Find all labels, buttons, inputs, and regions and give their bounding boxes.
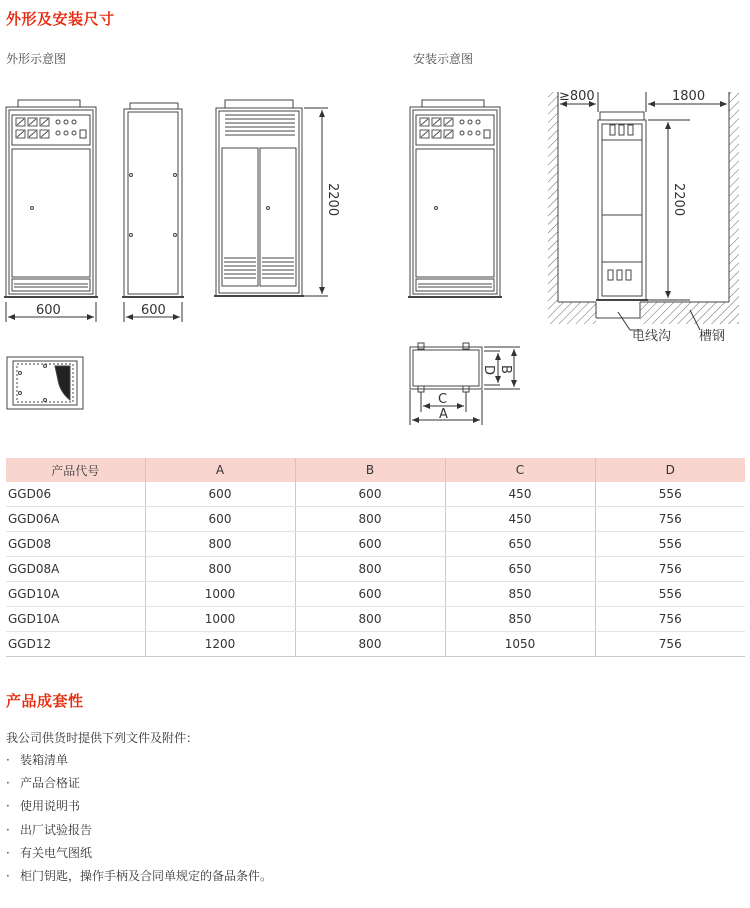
table-row <box>6 507 745 532</box>
col-header-c: C <box>445 458 595 482</box>
cell-a: 800 <box>145 532 295 557</box>
label-cable-trench: 电线沟 <box>632 329 672 344</box>
table-row <box>6 632 745 657</box>
dim-height-install: 2200 <box>671 183 686 217</box>
cell-model: GGD10A <box>6 582 145 607</box>
list-item-text: 产品合格证 <box>20 776 81 791</box>
cell-d: 756 <box>595 557 745 582</box>
cell-a: 800 <box>145 557 295 582</box>
list-item <box>6 822 272 845</box>
bullet-dot: · <box>6 776 10 791</box>
label-channel-steel: 槽钢 <box>699 329 726 344</box>
table-row <box>6 532 745 557</box>
cell-d: 556 <box>595 482 745 507</box>
base-plate-top-view <box>7 357 83 409</box>
list-item-text: 使用说明书 <box>20 799 81 814</box>
cell-model: GGD12 <box>6 632 145 657</box>
list-item <box>6 845 272 868</box>
cell-a: 1000 <box>145 582 295 607</box>
cell-a: 600 <box>145 482 295 507</box>
cell-c: 650 <box>445 557 595 582</box>
cell-d: 556 <box>595 532 745 557</box>
label-dim-A: A <box>439 407 448 422</box>
cell-c: 450 <box>445 482 595 507</box>
table-row <box>6 482 745 507</box>
table-row <box>6 557 745 582</box>
label-dim-D: D <box>481 365 496 376</box>
cell-model: GGD10A <box>6 607 145 632</box>
cell-model: GGD08 <box>6 532 145 557</box>
bullet-dot: · <box>6 753 10 767</box>
cell-b: 600 <box>295 532 445 557</box>
table-header-row <box>6 458 745 482</box>
col-header-model: 产品代号 <box>6 458 145 482</box>
cell-c: 1050 <box>445 632 595 657</box>
cell-b: 600 <box>295 482 445 507</box>
cabinet-rear-view <box>214 100 304 296</box>
cell-b: 600 <box>295 582 445 607</box>
section-title-dimensions: 外形及安装尺寸 <box>6 10 115 28</box>
cell-b: 800 <box>295 632 445 657</box>
dim-height-outline: 2200 <box>325 183 340 217</box>
dim-room-depth: 1800 <box>672 89 706 104</box>
table-row <box>6 582 745 607</box>
cell-b: 800 <box>295 607 445 632</box>
bullet-dot: · <box>6 845 10 860</box>
cell-a: 600 <box>145 507 295 532</box>
list-item <box>6 775 272 798</box>
col-header-b: B <box>295 458 445 482</box>
label-dim-C: C <box>438 392 448 407</box>
cell-b: 800 <box>295 507 445 532</box>
caption-outline-diagram: 外形示意图 <box>6 52 67 66</box>
bullet-dot: · <box>6 868 10 883</box>
supply-items-list <box>6 752 272 891</box>
cabinet-front-view <box>4 100 98 297</box>
cabinet-side-view <box>122 103 184 297</box>
dimension-spec-table <box>6 458 745 657</box>
cell-d: 556 <box>595 582 745 607</box>
dimension-lines-outline <box>6 108 328 322</box>
cell-d: 756 <box>595 507 745 532</box>
cell-d: 756 <box>595 607 745 632</box>
list-item-text: 有关电气图纸 <box>20 845 93 860</box>
caption-install-diagram: 安装示意图 <box>413 52 474 66</box>
dim-width-side: 600 <box>141 303 166 318</box>
list-item <box>6 868 272 891</box>
cell-model: GGD06 <box>6 482 145 507</box>
col-header-d: D <box>595 458 745 482</box>
dimension-lines-install <box>558 92 729 330</box>
dim-width-front: 600 <box>36 303 61 318</box>
list-item-text: 柜门钥匙，操作手柄及合同单规定的备品条件。 <box>20 868 273 883</box>
cell-a: 1000 <box>145 607 295 632</box>
list-item <box>6 798 272 821</box>
bullet-dot: · <box>6 822 10 837</box>
cell-c: 650 <box>445 532 595 557</box>
cell-c: 450 <box>445 507 595 532</box>
cell-d: 756 <box>595 632 745 657</box>
cell-model: GGD06A <box>6 507 145 532</box>
table-row <box>6 607 745 632</box>
intro-text: 我公司供货时提供下列文件及附件： <box>6 731 199 745</box>
technical-drawings <box>0 0 750 440</box>
list-item-text: 装箱清单 <box>20 753 69 767</box>
installation-room-view <box>548 92 739 324</box>
col-header-a: A <box>145 458 295 482</box>
dim-min-clearance: ≥800 <box>559 89 595 104</box>
cell-model: GGD08A <box>6 557 145 582</box>
install-cabinet-front <box>408 100 502 297</box>
cell-c: 850 <box>445 607 595 632</box>
section-title-completeness: 产品成套性 <box>6 692 84 710</box>
list-item-text: 出厂试验报告 <box>20 822 93 837</box>
foundation-plan-view <box>410 343 482 392</box>
cell-a: 1200 <box>145 632 295 657</box>
cell-c: 850 <box>445 582 595 607</box>
bullet-dot: · <box>6 799 10 814</box>
cell-b: 800 <box>295 557 445 582</box>
list-item <box>6 752 272 775</box>
label-dim-B: B <box>498 365 513 374</box>
